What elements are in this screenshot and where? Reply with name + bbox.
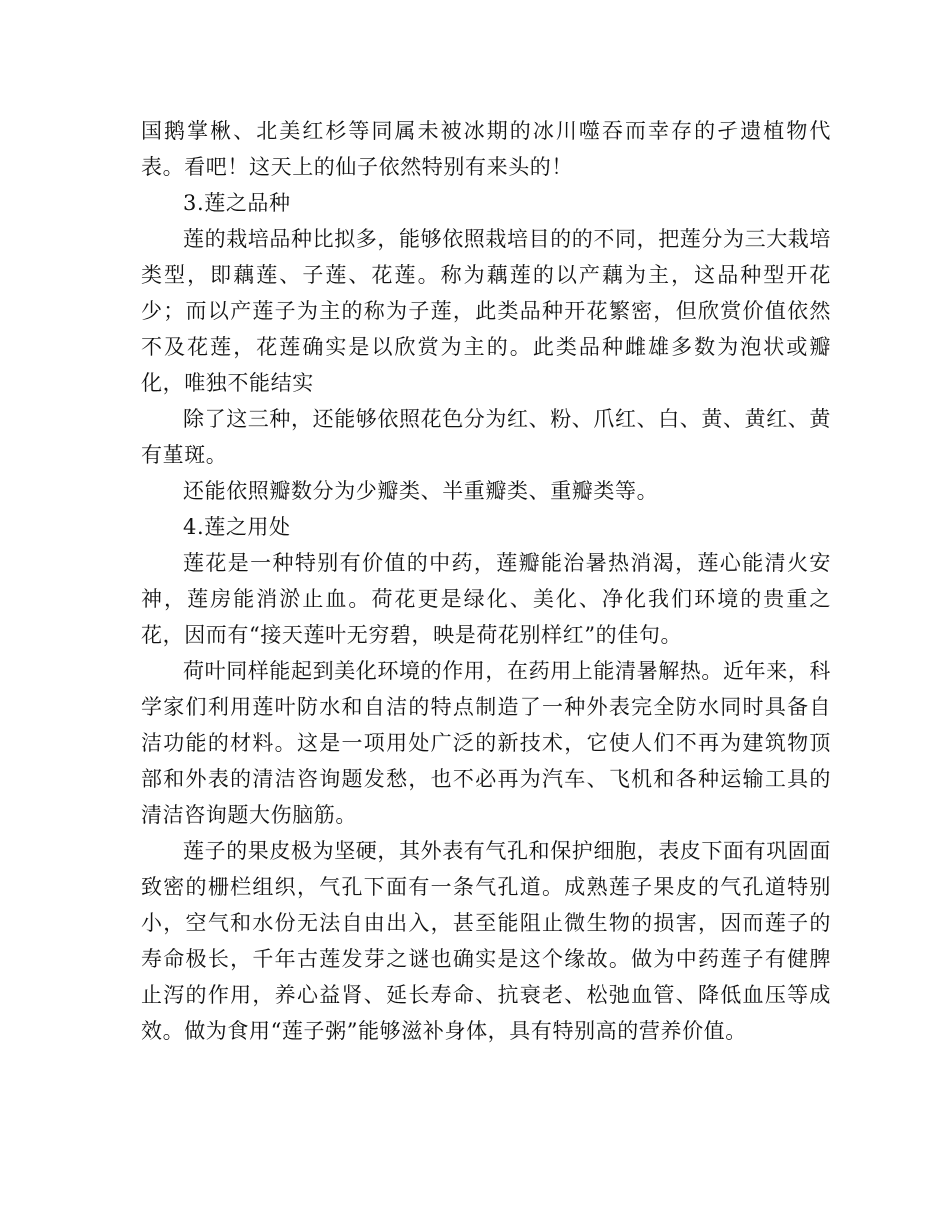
paragraph-cultivation-types: 莲的栽培品种比拟多，能够依照栽培目的的不同，把莲分为三大栽培类型，即藕莲、子莲、花莲。称为藕莲的以产藕为主，这品种型开花少；而以产莲子为主的称为子莲，此类品种开花繁密，但欣赏价值依然不及花莲，花莲确实是以欣赏为主的。此类品种雌雄多数为泡状或瓣化，唯独不能结实 xyxy=(141,227,831,395)
paragraph-flower-colors: 除了这三种，还能够依照花色分为红、粉、爪红、白、黄、黄红、黄有堇斑。 xyxy=(141,407,831,467)
paragraph-petal-counts: 还能依照瓣数分为少瓣类、半重瓣类、重瓣类等。 xyxy=(183,479,659,503)
document-body xyxy=(141,113,831,1049)
paragraph-lotus-seed: 莲子的果皮极为坚硬，其外表有气孔和保护细胞，表皮下面有巩固面致密的栅栏组织，气孔下面有一条气孔道。成熟莲子果皮的气孔道特别小，空气和水份无法自由出入，甚至能阻止微生物的损害，因而莲子的寿命极长，千年古莲发芽之谜也确实是这个缘故。做为中药莲子有健脾止泻的作用，养心益肾、延长寿命、抗衰老、松弛血管、降低血压等成效。做为食用“莲子粥”能够滋补身体，具有特别高的营养价值。 xyxy=(141,839,831,1043)
paragraph-medicinal-value: 莲花是一种特别有价值的中药，莲瓣能治暑热消渴，莲心能清火安神，莲房能消淤止血。荷花更是绿化、美化、净化我们环境的贵重之花，因而有“接天莲叶无穷碧，映是荷花别样红”的佳句。 xyxy=(141,551,831,647)
paragraph-continuation: 国鹅掌楸、北美红杉等同属未被冰期的冰川噬吞而幸存的孑遗植物代表。看吧！这天上的仙子依然特别有来头的！ xyxy=(141,119,831,179)
section-heading-varieties: 3.莲之品种 xyxy=(183,191,291,215)
paragraph-lotus-leaf: 荷叶同样能起到美化环境的作用，在药用上能清暑解热。近年来，科学家们利用莲叶防水和自洁的特点制造了一种外表完全防水同时具备自洁功能的材料。这是一项用处广泛的新技术，它使人们不再为建筑物顶部和外表的清洁咨询题发愁，也不必再为汽车、飞机和各种运输工具的清洁咨询题大伤脑筋。 xyxy=(141,659,831,827)
section-heading-uses: 4.莲之用处 xyxy=(183,515,291,539)
